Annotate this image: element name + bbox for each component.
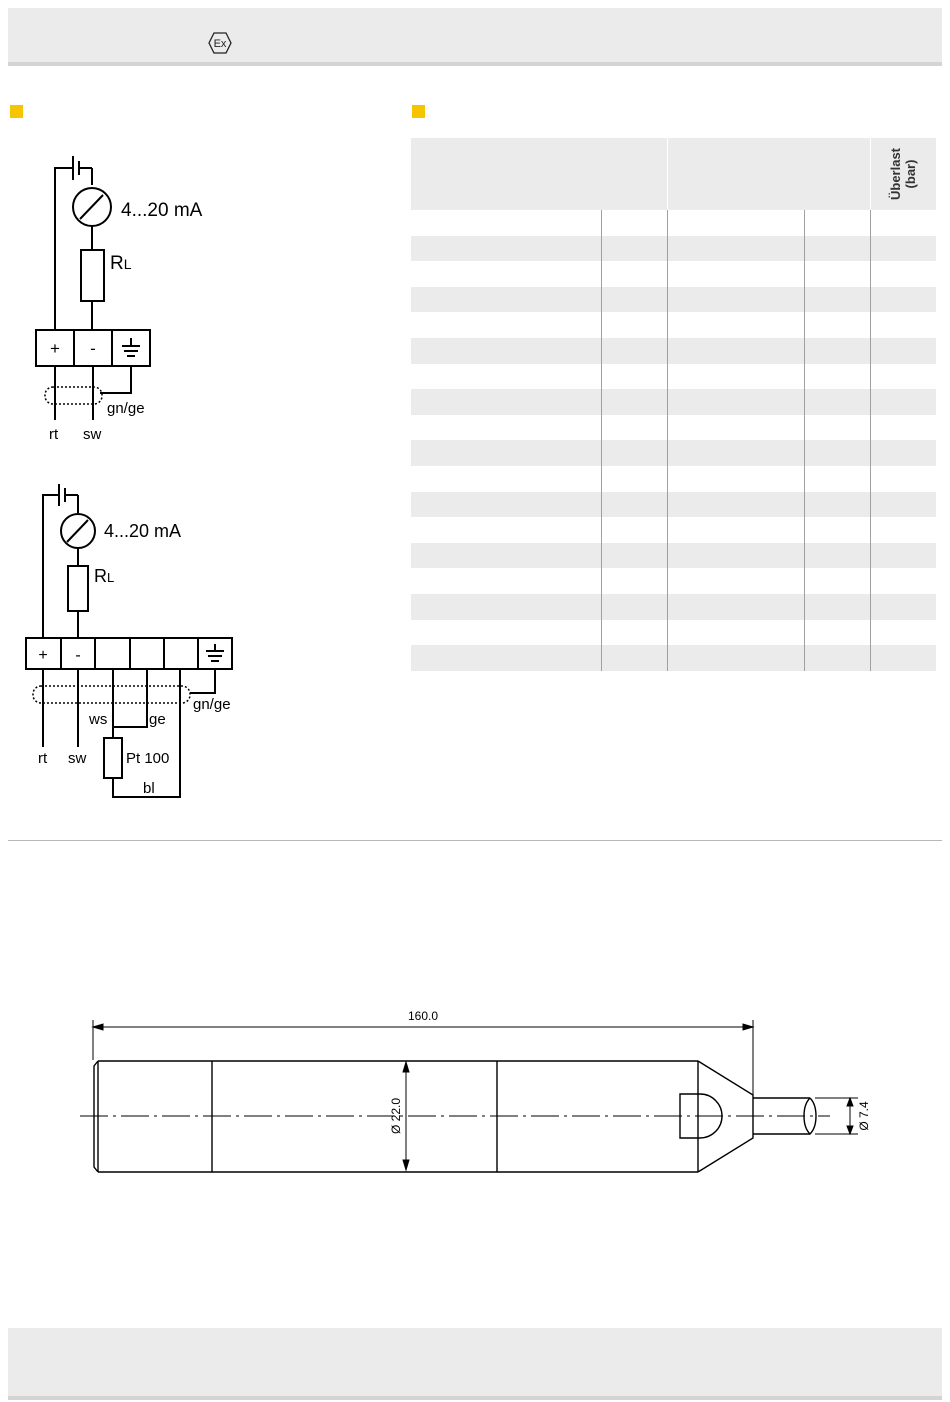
table-cell <box>411 364 601 390</box>
table-cell <box>804 338 870 364</box>
table-cell <box>667 312 804 338</box>
table-cell <box>870 312 936 338</box>
current-label-1: 4...20 mA <box>121 200 203 221</box>
pt100-sensor <box>104 738 122 778</box>
table-cell <box>601 492 667 518</box>
wire-label-sw-1: sw <box>83 426 102 443</box>
terminal-plus-2: + <box>38 647 48 664</box>
table-row <box>411 364 936 390</box>
ground-icon-2 <box>206 644 224 661</box>
section-divider <box>8 840 942 841</box>
load-resistor-1 <box>81 250 104 301</box>
table-cell <box>411 568 601 594</box>
table-cell <box>667 261 804 287</box>
table-cell <box>804 492 870 518</box>
table-cell <box>411 415 601 441</box>
table-cell <box>804 466 870 492</box>
table-cell <box>411 236 601 262</box>
current-label-2: 4...20 mA <box>104 521 182 541</box>
table-cell <box>870 620 936 646</box>
table-cell <box>411 645 601 671</box>
table-row <box>411 645 936 671</box>
table-cell <box>870 415 936 441</box>
table-cell <box>667 568 804 594</box>
wire-label-rt-1: rt <box>49 426 59 443</box>
table-row <box>411 517 936 543</box>
table-cell <box>667 389 804 415</box>
length-dimension: 160.0 <box>407 1009 439 1023</box>
table-cell <box>804 594 870 620</box>
table-header-cell-1 <box>411 138 667 210</box>
ranges-table <box>411 138 936 671</box>
table-cell <box>804 210 870 236</box>
table-cell <box>411 466 601 492</box>
table-cell <box>804 261 870 287</box>
table-cell <box>601 517 667 543</box>
table-cell <box>411 261 601 287</box>
table-cell <box>870 440 936 466</box>
table-cell <box>601 338 667 364</box>
table-cell <box>601 645 667 671</box>
table-cell <box>804 415 870 441</box>
table-cell <box>411 517 601 543</box>
table-cell <box>804 543 870 569</box>
table-cell <box>601 364 667 390</box>
table-cell <box>667 466 804 492</box>
table-cell <box>601 620 667 646</box>
table-header-cell-2 <box>667 138 870 210</box>
table-cell <box>667 543 804 569</box>
terminal-plus-1: + <box>50 339 60 358</box>
ground-icon-1 <box>122 338 140 356</box>
table-cell <box>804 645 870 671</box>
cable-diameter-dimension: Ø 7.4 <box>857 1101 871 1131</box>
table-cell <box>601 210 667 236</box>
wiring-diagrams <box>0 130 400 820</box>
table-cell <box>667 440 804 466</box>
table-cell <box>804 389 870 415</box>
wire-label-ge: ge <box>149 711 166 728</box>
load-resistor-2 <box>68 566 88 611</box>
table-cell <box>667 364 804 390</box>
table-cell <box>870 594 936 620</box>
body-diameter-dimension: Ø 22.0 <box>389 1097 403 1135</box>
table-cell <box>411 338 601 364</box>
resistor-label-2: RL <box>94 566 115 586</box>
table-row <box>411 261 936 287</box>
table-row <box>411 415 936 441</box>
overload-header <box>870 138 936 210</box>
table-row <box>411 492 936 518</box>
table-row <box>411 338 936 364</box>
table-cell <box>804 517 870 543</box>
table-cell <box>411 594 601 620</box>
table-cell <box>601 287 667 313</box>
table-cell <box>411 210 601 236</box>
table-cell <box>870 287 936 313</box>
wiring-diagram-2wire <box>36 156 150 420</box>
table-row <box>411 568 936 594</box>
table-cell <box>667 210 804 236</box>
table-cell <box>411 492 601 518</box>
table-cell <box>667 492 804 518</box>
section-marker-wiring <box>10 105 23 118</box>
table-cell <box>870 210 936 236</box>
table-cell <box>601 568 667 594</box>
table-cell <box>411 543 601 569</box>
table-cell <box>870 517 936 543</box>
table-cell <box>870 389 936 415</box>
table-row <box>411 389 936 415</box>
table-cell <box>667 594 804 620</box>
table-header-row <box>411 138 936 210</box>
table-cell <box>870 364 936 390</box>
table-row <box>411 312 936 338</box>
table-cell <box>804 364 870 390</box>
resistor-label-1: RL <box>110 253 132 274</box>
table-cell <box>870 338 936 364</box>
header-bar <box>8 8 942 66</box>
wire-label-ws: ws <box>89 711 108 728</box>
table-cell <box>667 287 804 313</box>
table-cell <box>804 287 870 313</box>
sensor-label: Pt 100 <box>126 750 170 767</box>
table-cell <box>870 543 936 569</box>
table-cell <box>870 261 936 287</box>
table-cell <box>870 492 936 518</box>
table-cell <box>804 620 870 646</box>
shield-label-1: gn/ge <box>107 400 145 417</box>
table-cell <box>601 543 667 569</box>
atex-ex-icon <box>208 31 232 55</box>
table-cell <box>601 236 667 262</box>
ex-symbol-text: Ex <box>213 38 227 50</box>
table-row <box>411 543 936 569</box>
table-cell <box>411 389 601 415</box>
table-cell <box>601 389 667 415</box>
dimension-drawing <box>0 1000 950 1180</box>
table-row <box>411 210 936 236</box>
terminal-minus-1: - <box>90 339 96 358</box>
table-cell <box>870 236 936 262</box>
table-cell <box>870 568 936 594</box>
table-row <box>411 287 936 313</box>
table-row <box>411 440 936 466</box>
table-cell <box>667 620 804 646</box>
footer-bar <box>8 1328 942 1400</box>
table-row <box>411 236 936 262</box>
table-cell <box>411 287 601 313</box>
shield-label-2: gn/ge <box>193 696 231 713</box>
table-cell <box>411 620 601 646</box>
cable-shield-2 <box>33 686 190 703</box>
table-cell <box>601 466 667 492</box>
wire-label-rt-2: rt <box>38 750 48 767</box>
table-cell <box>804 236 870 262</box>
table-row <box>411 620 936 646</box>
table-cell <box>601 312 667 338</box>
table-cell <box>804 312 870 338</box>
table-cell <box>870 466 936 492</box>
table-cell <box>870 645 936 671</box>
table-cell <box>601 415 667 441</box>
wire-label-sw-2: sw <box>68 750 87 767</box>
terminal-minus-2: - <box>75 647 81 664</box>
table-cell <box>804 568 870 594</box>
table-cell <box>411 440 601 466</box>
table-cell <box>667 415 804 441</box>
table-cell <box>667 645 804 671</box>
table-cell <box>601 440 667 466</box>
table-cell <box>601 261 667 287</box>
section-marker-table <box>412 105 425 118</box>
table-cell <box>804 440 870 466</box>
table-cell <box>601 594 667 620</box>
table-row <box>411 466 936 492</box>
table-row <box>411 594 936 620</box>
table-cell <box>667 236 804 262</box>
wire-label-bl: bl <box>143 780 155 797</box>
table-cell <box>667 517 804 543</box>
table-cell <box>667 338 804 364</box>
table-cell <box>411 312 601 338</box>
overload-header-text: Überlast (bar) <box>888 147 919 201</box>
